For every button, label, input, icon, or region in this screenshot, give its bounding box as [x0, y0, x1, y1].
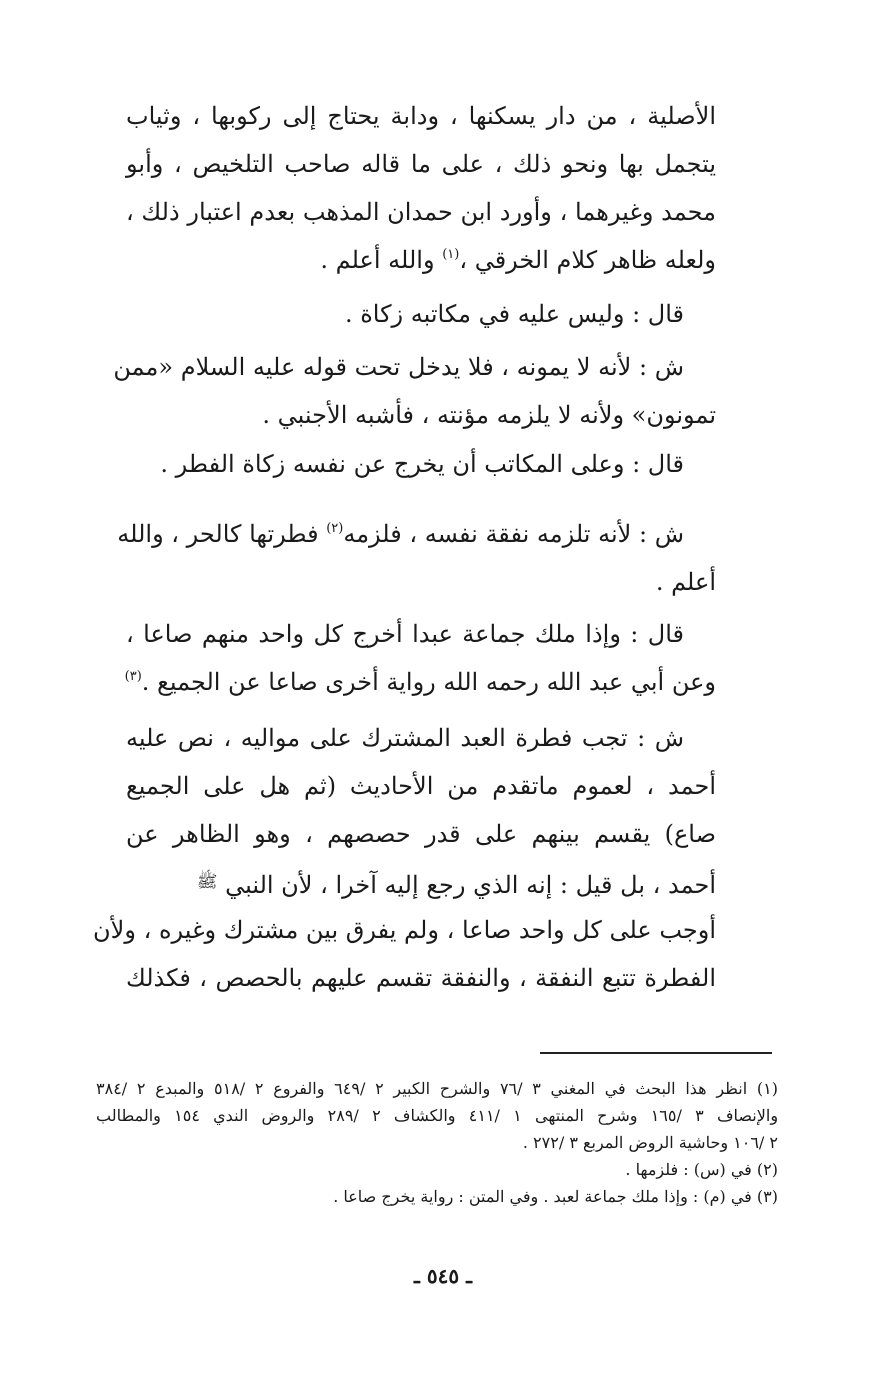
footnote-ref: (٣) [124, 669, 142, 684]
footnote-line: ٢ /١٠٦ وحاشية الروض المربع ٣ /٢٧٢ . [522, 1133, 778, 1152]
text-line: قال : وإذا ملك جماعة عبدا أخرج كل واحد منهم صاعا ، [126, 620, 685, 648]
text-line: أحمد ، بل قيل : إنه الذي رجع إليه آخرا ، لأن النبي $^ﷺ$ [196, 871, 716, 899]
page-number: ـ ٥٤٥ ـ [414, 1264, 472, 1288]
main-text [126, 440, 716, 488]
text-line: قال : وعلى المكاتب أن يخرج عن نفسه زكاة الفطر . [160, 450, 684, 478]
footnote-line: (١) انظر هذا البحث في المغني ٣ /٧٦ والشرح الكبير ٢ /٦٤٩ والفروع ٢ /٥١٨ والمبدع ٢ /٣٨٤ [96, 1079, 778, 1098]
honorific-glyph: ﷺ [196, 872, 218, 892]
text-line: قال : وليس عليه في مكاتبه زكاة . [344, 300, 684, 328]
text-line: ش : تجب فطرة العبد المشترك على مواليه ، نص عليه [126, 724, 684, 752]
text-line: محمد وغيرهما ، وأورد ابن حمدان المذهب بعدم اعتبار ذلك ، [126, 198, 717, 226]
main-text [93, 714, 716, 1002]
footnote-line: (٣) في (م) : وإذا ملك جماعة لعبد . وفي المتن : رواية يخرج صاعا . [333, 1187, 778, 1206]
main-text [126, 610, 716, 706]
footnotes [96, 1075, 778, 1210]
text-line: الفطرة تتبع النفقة ، والنفقة تقسم عليهم بالحصص ، فكذلك [126, 964, 716, 992]
text-line: الأصلية ، من دار يسكنها ، ودابة يحتاج إلى ركوبها ، وثياب [126, 102, 716, 130]
footnote-ref: (١) [442, 247, 460, 262]
text-line: وعن أبي عبد الله رحمه الله رواية أخرى صاعا عن الجميع .$^{(٣)}$ [124, 668, 716, 696]
text-line: ولعله ظاهر كلام الخرقي ،$^{(١)}$ والله أعلم . [320, 246, 716, 274]
main-text [113, 343, 716, 439]
text-line: ش : لأنه تلزمه نفقة نفسه ، فلزمه$^{(٢)}$ فطرتها كالحر ، والله [117, 520, 684, 548]
footnote-ref: (٢) [326, 521, 344, 536]
main-text [117, 510, 716, 606]
text-line: أعلم . [655, 568, 716, 596]
text-line: أحمد ، لعموم ماتقدم من الأحاديث (ثم هل على الجميع [126, 772, 716, 800]
text-line: أوجب على كل واحد صاعا ، ولم يفرق بين مشترك وغيره ، ولأن [93, 916, 716, 944]
main-text [126, 290, 716, 338]
main-text [126, 92, 716, 284]
footnote-separator [540, 1052, 772, 1054]
footnote-line: والإنصاف ٣ /١٦٥ وشرح المنتهى ١ /٤١١ والكشاف ٢ /٢٨٩ والروض الندي ١٥٤ والمطالب [96, 1106, 779, 1125]
text-line: صاع) يقسم بينهم على قدر حصصهم ، وهو الظاهر عن [126, 820, 716, 848]
text-line: ش : لأنه لا يمونه ، فلا يدخل تحت قوله عليه السلام «ممن [113, 353, 684, 381]
text-line: تمونون» ولأنه لا يلزمه مؤنته ، فأشبه الأجنبي . [262, 401, 716, 429]
footnote-line: (٢) في (س) : فلزمها . [625, 1160, 778, 1179]
text-line: يتجمل بها ونحو ذلك ، على ما قاله صاحب التلخيص ، وأبو [126, 150, 716, 178]
